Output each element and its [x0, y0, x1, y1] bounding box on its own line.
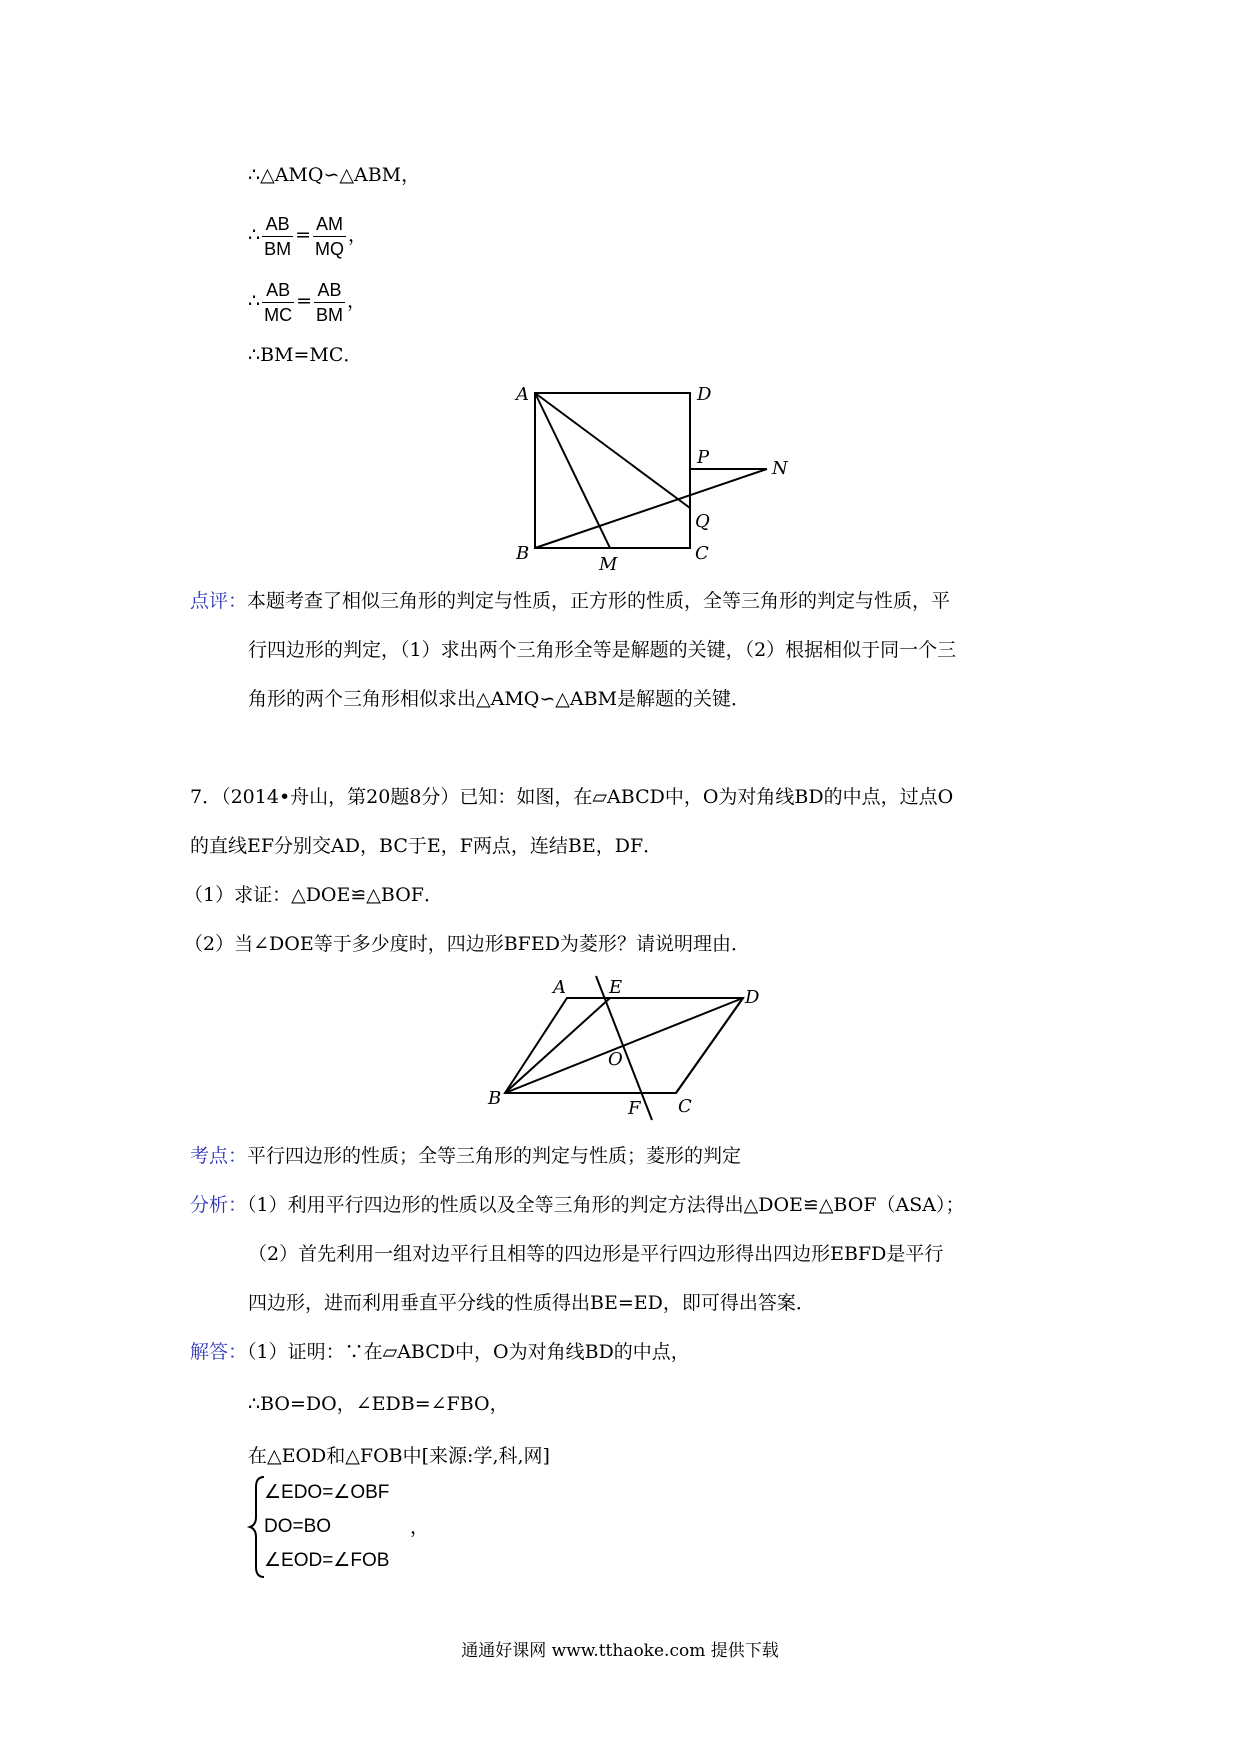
fenxi-label: 分析：	[190, 1194, 248, 1216]
label-E: E	[609, 977, 623, 998]
fenxi-line-3: 四边形，进而利用垂直平分线的性质得出BE=ED，即可得出答案．	[248, 1292, 815, 1314]
jieda-line-1: 解答：（1）证明：∵在▱ABCD中，O为对角线BD的中点，	[190, 1341, 690, 1363]
problem-question-1: （1）求证：△DOE≌△BOF．	[184, 884, 443, 906]
proof-fraction-2: ∴ $\frac{AB}{MC}$ = $\frac{AB}{BM}$ ，	[248, 279, 367, 325]
problem-line-1: 7．（2014•舟山，第20题8分）已知：如图，在▱ABCD中，O为对角线BD的中点，过点O	[190, 786, 954, 808]
proof-line-similar: ∴△AMQ∽△ABM，	[248, 164, 421, 186]
label-P: P	[697, 447, 710, 468]
jieda-line-3: 在△EOD和△FOB中[来源:学,科,网]	[248, 1445, 550, 1467]
comment-label: 点评：	[190, 590, 248, 612]
label-Q: Q	[695, 511, 710, 532]
label-C: C	[695, 543, 709, 564]
label-A: A	[516, 384, 529, 405]
system-row-3: ∠EOD=∠FOB	[264, 1550, 390, 1571]
comment-line-2: 行四边形的判定，（1）求出两个三角形全等是解题的关键，（2）根据相似于同一个三	[248, 639, 957, 661]
fenxi-line-1: 分析：（1）利用平行四边形的性质以及全等三角形的判定方法得出△DOE≌△BOF（ASA）；	[190, 1194, 965, 1216]
system-brace	[250, 1477, 264, 1577]
proof-line-conclusion: ∴BM=MC．	[248, 344, 363, 366]
label-B: B	[516, 543, 530, 564]
proof-fraction-1: ∴ $\frac{AB}{BM}$ = $\frac{AM}{MQ}$ ，	[248, 213, 368, 259]
equation-system	[264, 1476, 389, 1578]
comment-line-1: 点评：本题考查了相似三角形的判定与性质，正方形的性质，全等三角形的判定与性质，平	[190, 590, 951, 612]
label-D: D	[697, 384, 712, 405]
label-B2: B	[488, 1088, 502, 1109]
jieda-label: 解答：	[190, 1341, 248, 1363]
kaodian-line: 考点：平行四边形的性质；全等三角形的判定与性质；菱形的判定	[190, 1145, 742, 1167]
system-row-1: ∠EDO=∠OBF	[264, 1482, 390, 1503]
label-F: F	[628, 1098, 641, 1119]
problem-question-2: （2）当∠DOE等于多少度时，四边形BFED为菱形？请说明理由．	[184, 933, 750, 955]
fenxi-line-2: （2）首先利用一组对边平行且相等的四边形是平行四边形得出四边形EBFD是平行	[248, 1243, 944, 1265]
problem-line-2: 的直线EF分别交AD，BC于E，F两点，连结BE，DF．	[190, 835, 663, 857]
page-footer: 通通好课网 www.tthaoke.com 提供下载	[461, 1641, 779, 1661]
comment-line-3: 角形的两个三角形相似求出△AMQ∽△ABM是解题的关键．	[248, 688, 751, 710]
system-suffix: ，	[410, 1516, 430, 1538]
label-A2: A	[553, 977, 566, 998]
label-D2: D	[745, 987, 760, 1008]
kaodian-label: 考点：	[190, 1145, 248, 1167]
jieda-line-2: ∴BO=DO，∠EDB=∠FBO，	[248, 1393, 509, 1415]
label-N: N	[772, 458, 788, 479]
label-O: O	[608, 1049, 623, 1070]
label-M: M	[599, 554, 618, 575]
label-C2: C	[678, 1096, 692, 1117]
system-row-2: DO=BO	[264, 1516, 332, 1537]
